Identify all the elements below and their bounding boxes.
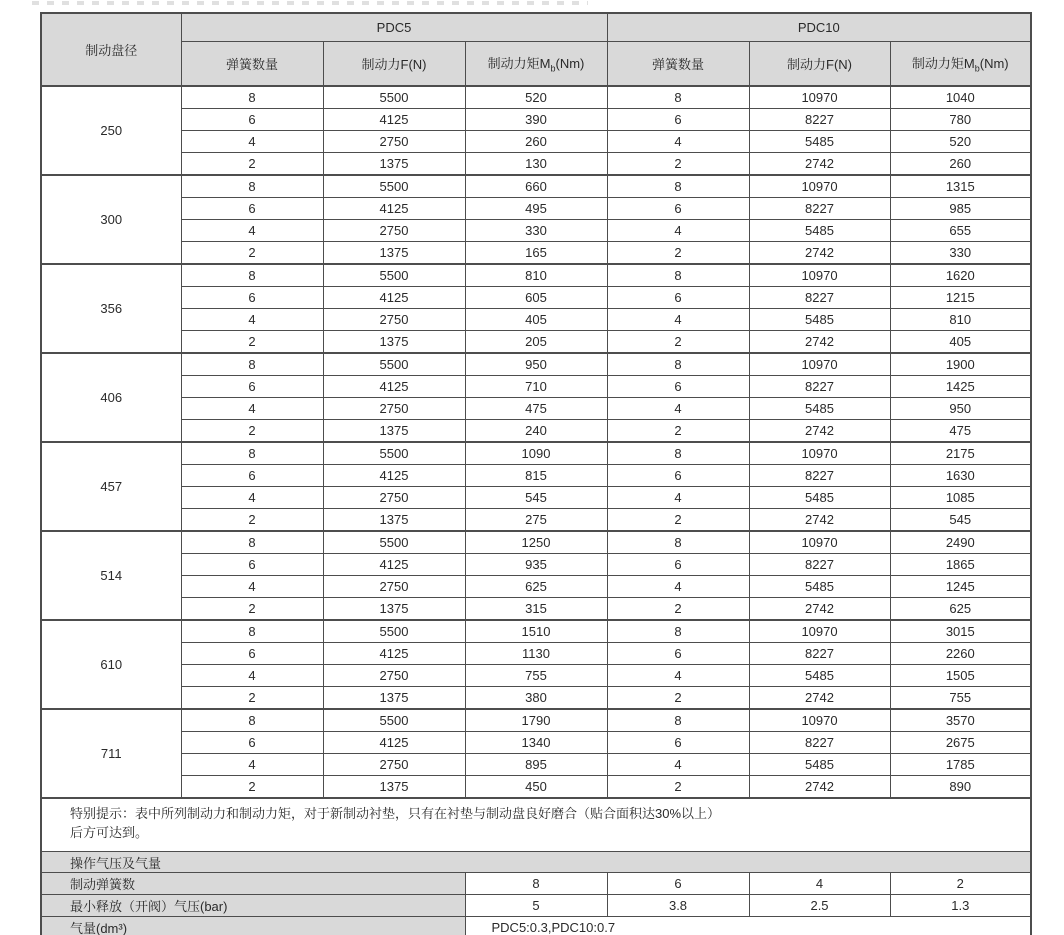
value-cell: 1375 <box>323 153 465 176</box>
value-cell: 8227 <box>749 465 890 487</box>
data-row <box>41 709 1031 732</box>
value-cell: 2 <box>181 687 323 710</box>
value-cell: 2 <box>607 598 749 621</box>
value-cell: 405 <box>465 309 607 331</box>
value-cell: 2675 <box>890 732 1031 754</box>
value-cell: 660 <box>465 175 607 198</box>
value-cell: 5500 <box>323 353 465 376</box>
value-cell: 2742 <box>749 509 890 532</box>
value-cell: 1425 <box>890 376 1031 398</box>
value-cell: 1375 <box>323 509 465 532</box>
disc-diameter-cell: 406 <box>41 353 181 442</box>
value-cell: 8 <box>181 531 323 554</box>
data-row <box>41 465 1031 487</box>
value-cell: 1630 <box>890 465 1031 487</box>
value-cell: 710 <box>465 376 607 398</box>
value-cell: 4125 <box>323 376 465 398</box>
value-cell: 2 <box>607 687 749 710</box>
release-pressure-value: 1.3 <box>890 895 1031 917</box>
operating-section-title: 操作气压及气量 <box>41 852 1031 873</box>
value-cell: 3570 <box>890 709 1031 732</box>
value-cell: 10970 <box>749 620 890 643</box>
value-cell: 4125 <box>323 554 465 576</box>
value-cell: 6 <box>607 732 749 754</box>
value-cell: 8227 <box>749 732 890 754</box>
value-cell: 5485 <box>749 754 890 776</box>
value-cell: 1375 <box>323 776 465 799</box>
value-cell: 2750 <box>323 487 465 509</box>
value-cell: 2260 <box>890 643 1031 665</box>
value-cell: 8227 <box>749 109 890 131</box>
value-cell: 4 <box>607 754 749 776</box>
value-cell: 6 <box>181 109 323 131</box>
pdc5-group-header: PDC5 <box>181 13 607 42</box>
brake-spring-count-label: 制动弹簧数 <box>41 873 465 895</box>
data-row <box>41 576 1031 598</box>
value-cell: 495 <box>465 198 607 220</box>
disc-diameter-cell: 300 <box>41 175 181 264</box>
value-cell: 755 <box>465 665 607 687</box>
value-cell: 8 <box>181 442 323 465</box>
brake-spec-table <box>40 12 1032 935</box>
data-row <box>41 487 1031 509</box>
pdc10-springs-header: 弹簧数量 <box>607 42 749 87</box>
value-cell: 475 <box>465 398 607 420</box>
value-cell: 8227 <box>749 554 890 576</box>
value-cell: 6 <box>181 198 323 220</box>
value-cell: 380 <box>465 687 607 710</box>
value-cell: 8 <box>181 353 323 376</box>
value-cell: 1375 <box>323 331 465 354</box>
disc-diameter-cell: 514 <box>41 531 181 620</box>
value-cell: 6 <box>607 465 749 487</box>
value-cell: 4 <box>607 487 749 509</box>
disc-diameter-header: 制动盘径 <box>41 13 181 86</box>
data-row <box>41 732 1031 754</box>
data-row <box>41 376 1031 398</box>
value-cell: 330 <box>465 220 607 242</box>
data-row <box>41 531 1031 554</box>
value-cell: 2742 <box>749 331 890 354</box>
value-cell: 6 <box>607 643 749 665</box>
data-row <box>41 175 1031 198</box>
value-cell: 935 <box>465 554 607 576</box>
value-cell: 10970 <box>749 264 890 287</box>
air-volume-row <box>41 917 1031 935</box>
value-cell: 6 <box>607 287 749 309</box>
data-row <box>41 643 1031 665</box>
disc-diameter-cell: 457 <box>41 442 181 531</box>
value-cell: 4125 <box>323 465 465 487</box>
value-cell: 1090 <box>465 442 607 465</box>
data-row <box>41 198 1031 220</box>
value-cell: 2 <box>181 153 323 176</box>
value-cell: 8 <box>607 442 749 465</box>
value-cell: 6 <box>607 554 749 576</box>
data-row <box>41 442 1031 465</box>
value-cell: 8 <box>181 86 323 109</box>
data-row <box>41 242 1031 265</box>
value-cell: 1250 <box>465 531 607 554</box>
value-cell: 390 <box>465 109 607 131</box>
value-cell: 2 <box>607 331 749 354</box>
value-cell: 4125 <box>323 287 465 309</box>
value-cell: 2 <box>181 509 323 532</box>
data-row <box>41 331 1031 354</box>
value-cell: 2 <box>181 331 323 354</box>
pdc10-torque-header <box>890 42 1031 87</box>
data-row <box>41 309 1031 331</box>
value-cell: 4 <box>181 754 323 776</box>
value-cell: 2742 <box>749 776 890 799</box>
value-cell: 1790 <box>465 709 607 732</box>
value-cell: 275 <box>465 509 607 532</box>
value-cell: 1620 <box>890 264 1031 287</box>
value-cell: 4 <box>607 398 749 420</box>
value-cell: 5500 <box>323 175 465 198</box>
value-cell: 950 <box>890 398 1031 420</box>
value-cell: 6 <box>181 643 323 665</box>
pdc5-torque-header <box>465 42 607 87</box>
value-cell: 545 <box>890 509 1031 532</box>
value-cell: 520 <box>465 86 607 109</box>
data-row <box>41 420 1031 443</box>
value-cell: 205 <box>465 331 607 354</box>
value-cell: 5485 <box>749 220 890 242</box>
value-cell: 2750 <box>323 576 465 598</box>
value-cell: 475 <box>890 420 1031 443</box>
data-row <box>41 86 1031 109</box>
value-cell: 625 <box>465 576 607 598</box>
cropped-text-remnant <box>32 1 588 5</box>
data-row <box>41 598 1031 621</box>
value-cell: 1375 <box>323 598 465 621</box>
value-cell: 2742 <box>749 420 890 443</box>
air-volume-label: 气量(dm³) <box>41 917 465 935</box>
value-cell: 330 <box>890 242 1031 265</box>
air-volume-value: PDC5:0.3,PDC10:0.7 <box>465 917 1031 935</box>
value-cell: 130 <box>465 153 607 176</box>
value-cell: 10970 <box>749 531 890 554</box>
data-row <box>41 776 1031 799</box>
value-cell: 625 <box>890 598 1031 621</box>
value-cell: 8 <box>181 709 323 732</box>
value-cell: 2750 <box>323 131 465 153</box>
value-cell: 5500 <box>323 264 465 287</box>
disc-diameter-cell: 711 <box>41 709 181 798</box>
value-cell: 2 <box>181 242 323 265</box>
value-cell: 4 <box>607 309 749 331</box>
data-row <box>41 687 1031 710</box>
torque-label-pre: 制动力矩M <box>911 56 975 72</box>
value-cell: 1865 <box>890 554 1031 576</box>
pdc5-springs-header: 弹簧数量 <box>181 42 323 87</box>
value-cell: 1510 <box>465 620 607 643</box>
value-cell: 4125 <box>323 109 465 131</box>
value-cell: 260 <box>465 131 607 153</box>
data-row <box>41 264 1031 287</box>
value-cell: 895 <box>465 754 607 776</box>
data-row <box>41 665 1031 687</box>
data-row <box>41 109 1031 131</box>
value-cell: 4125 <box>323 198 465 220</box>
value-cell: 4 <box>181 576 323 598</box>
value-cell: 1505 <box>890 665 1031 687</box>
value-cell: 6 <box>607 376 749 398</box>
value-cell: 1085 <box>890 487 1031 509</box>
value-cell: 4125 <box>323 643 465 665</box>
value-cell: 260 <box>890 153 1031 176</box>
torque-label-post: (Nm) <box>555 56 585 72</box>
value-cell: 5485 <box>749 398 890 420</box>
disc-diameter-cell: 610 <box>41 620 181 709</box>
value-cell: 5500 <box>323 620 465 643</box>
value-cell: 315 <box>465 598 607 621</box>
value-cell: 3015 <box>890 620 1031 643</box>
value-cell: 5485 <box>749 309 890 331</box>
value-cell: 10970 <box>749 175 890 198</box>
value-cell: 8 <box>607 86 749 109</box>
value-cell: 2750 <box>323 398 465 420</box>
value-cell: 450 <box>465 776 607 799</box>
value-cell: 890 <box>890 776 1031 799</box>
value-cell: 815 <box>465 465 607 487</box>
note-line-1: 特别提示：表中所列制动力和制动力矩，对于新制动衬垫，只有在衬垫与制动盘良好磨合（贴合面积达30%以上） <box>70 806 721 821</box>
value-cell: 405 <box>890 331 1031 354</box>
torque-label-pre: 制动力矩M <box>487 56 551 72</box>
spring-count-value: 4 <box>749 873 890 895</box>
release-pressure-value: 5 <box>465 895 607 917</box>
value-cell: 6 <box>181 465 323 487</box>
value-cell: 5485 <box>749 131 890 153</box>
value-cell: 520 <box>890 131 1031 153</box>
value-cell: 950 <box>465 353 607 376</box>
value-cell: 1215 <box>890 287 1031 309</box>
value-cell: 2 <box>607 420 749 443</box>
value-cell: 2750 <box>323 309 465 331</box>
value-cell: 1375 <box>323 687 465 710</box>
value-cell: 1785 <box>890 754 1031 776</box>
value-cell: 2742 <box>749 687 890 710</box>
value-cell: 4 <box>181 309 323 331</box>
value-cell: 605 <box>465 287 607 309</box>
value-cell: 4 <box>607 220 749 242</box>
data-row <box>41 287 1031 309</box>
value-cell: 8 <box>607 175 749 198</box>
value-cell: 5500 <box>323 531 465 554</box>
value-cell: 240 <box>465 420 607 443</box>
release-pressure-value: 3.8 <box>607 895 749 917</box>
value-cell: 1040 <box>890 86 1031 109</box>
value-cell: 1340 <box>465 732 607 754</box>
value-cell: 2750 <box>323 754 465 776</box>
value-cell: 6 <box>181 732 323 754</box>
value-cell: 5485 <box>749 487 890 509</box>
value-cell: 4 <box>181 665 323 687</box>
value-cell: 6 <box>181 287 323 309</box>
group-header-row <box>41 13 1031 42</box>
value-cell: 8227 <box>749 643 890 665</box>
value-cell: 1900 <box>890 353 1031 376</box>
value-cell: 810 <box>890 309 1031 331</box>
torque-label-sub: b <box>550 63 556 74</box>
data-row <box>41 353 1031 376</box>
sub-header-row <box>41 42 1031 87</box>
value-cell: 8 <box>181 175 323 198</box>
brake-spring-count-row <box>41 873 1031 895</box>
value-cell: 780 <box>890 109 1031 131</box>
value-cell: 4 <box>607 131 749 153</box>
data-row <box>41 509 1031 532</box>
value-cell: 2490 <box>890 531 1031 554</box>
value-cell: 2 <box>607 242 749 265</box>
value-cell: 8227 <box>749 376 890 398</box>
value-cell: 655 <box>890 220 1031 242</box>
value-cell: 2175 <box>890 442 1031 465</box>
value-cell: 2 <box>181 420 323 443</box>
value-cell: 1375 <box>323 242 465 265</box>
value-cell: 2742 <box>749 153 890 176</box>
disc-diameter-cell: 250 <box>41 86 181 175</box>
release-pressure-label: 最小释放（开阀）气压(bar) <box>41 895 465 917</box>
value-cell: 8227 <box>749 198 890 220</box>
value-cell: 755 <box>890 687 1031 710</box>
value-cell: 2 <box>607 509 749 532</box>
spring-count-value: 8 <box>465 873 607 895</box>
value-cell: 2 <box>181 776 323 799</box>
value-cell: 2 <box>181 598 323 621</box>
value-cell: 10970 <box>749 86 890 109</box>
value-cell: 2742 <box>749 598 890 621</box>
value-cell: 8 <box>181 620 323 643</box>
value-cell: 10970 <box>749 709 890 732</box>
value-cell: 8 <box>607 531 749 554</box>
note-line-2: 后方可达到。 <box>70 824 149 840</box>
value-cell: 8 <box>607 709 749 732</box>
value-cell: 10970 <box>749 442 890 465</box>
value-cell: 5500 <box>323 709 465 732</box>
value-cell: 985 <box>890 198 1031 220</box>
value-cell: 4 <box>181 487 323 509</box>
pdc10-group-header: PDC10 <box>607 13 1031 42</box>
value-cell: 5500 <box>323 86 465 109</box>
value-cell: 6 <box>607 198 749 220</box>
spring-count-value: 2 <box>890 873 1031 895</box>
value-cell: 8 <box>607 264 749 287</box>
value-cell: 10970 <box>749 353 890 376</box>
torque-label-sub: b <box>974 63 980 74</box>
value-cell: 8 <box>607 620 749 643</box>
value-cell: 1315 <box>890 175 1031 198</box>
data-row <box>41 153 1031 176</box>
value-cell: 6 <box>181 376 323 398</box>
value-cell: 6 <box>181 554 323 576</box>
operating-section-header-row <box>41 852 1031 873</box>
value-cell: 4 <box>181 220 323 242</box>
value-cell: 5500 <box>323 442 465 465</box>
data-row <box>41 398 1031 420</box>
value-cell: 4 <box>181 131 323 153</box>
value-cell: 1245 <box>890 576 1031 598</box>
value-cell: 2 <box>607 776 749 799</box>
value-cell: 8227 <box>749 287 890 309</box>
special-note-cell <box>41 798 1031 852</box>
value-cell: 165 <box>465 242 607 265</box>
value-cell: 4 <box>181 398 323 420</box>
value-cell: 4 <box>607 665 749 687</box>
value-cell: 4 <box>607 576 749 598</box>
data-row <box>41 620 1031 643</box>
value-cell: 2 <box>607 153 749 176</box>
spring-count-value: 6 <box>607 873 749 895</box>
value-cell: 810 <box>465 264 607 287</box>
value-cell: 2750 <box>323 665 465 687</box>
value-cell: 5485 <box>749 576 890 598</box>
special-note-row <box>41 798 1031 852</box>
value-cell: 2742 <box>749 242 890 265</box>
data-row <box>41 220 1031 242</box>
value-cell: 4125 <box>323 732 465 754</box>
pdc5-force-header: 制动力F(N) <box>323 42 465 87</box>
data-row <box>41 131 1031 153</box>
value-cell: 1375 <box>323 420 465 443</box>
value-cell: 6 <box>607 109 749 131</box>
release-pressure-value: 2.5 <box>749 895 890 917</box>
torque-label-post: (Nm) <box>979 56 1009 72</box>
data-row <box>41 554 1031 576</box>
value-cell: 2750 <box>323 220 465 242</box>
value-cell: 8 <box>181 264 323 287</box>
pdc10-force-header: 制动力F(N) <box>749 42 890 87</box>
value-cell: 1130 <box>465 643 607 665</box>
release-pressure-row <box>41 895 1031 917</box>
value-cell: 545 <box>465 487 607 509</box>
value-cell: 8 <box>607 353 749 376</box>
data-row <box>41 754 1031 776</box>
disc-diameter-cell: 356 <box>41 264 181 353</box>
value-cell: 5485 <box>749 665 890 687</box>
